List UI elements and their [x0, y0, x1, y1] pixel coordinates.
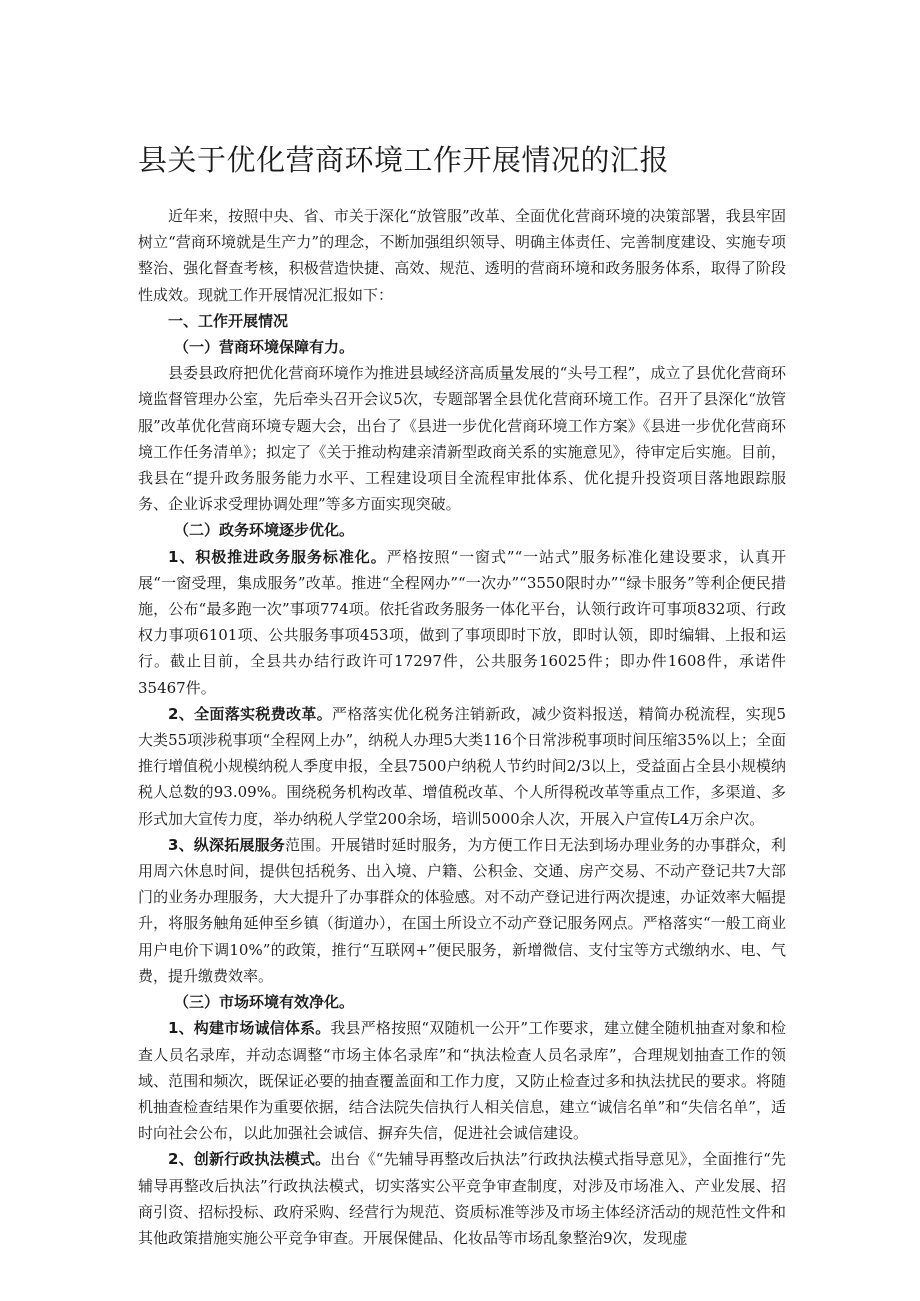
item-lead-tax-reform: 2、全面落实税费改革。 [168, 704, 333, 723]
item-text-service-expansion: 范围。开展错时延时服务，为方便工作日无法到场办理业务的办事群众，利用周六休息时间，提供包括税务、出入境、户籍、公积金、交通、房产交易、不动产登记共7大部门的业务办理服务，大大提升了办事群众的体验感。对不动产登记进行两次提速，办证效率大幅提升，将服务触角延伸至乡镇（街道办），在国土所设立不动产登记服务网点。严格落实“一般工商业用户电价下调10%”的政策，推行“互联网+”便民服务，新增微信、支付宝等方式缴纳水、电、气费，提升缴费效率。 [138, 835, 786, 985]
subsection-heading-government-environment: （二）政务环境逐步优化。 [174, 521, 355, 540]
paragraph-tax-reform [138, 701, 786, 832]
item-lead-service-expansion: 3、纵深拓展服务 [168, 835, 285, 854]
item-lead-enforcement-mode: 2、创新行政执法模式。 [168, 1150, 331, 1169]
paragraph-credit-system [138, 1015, 786, 1146]
item-text-enforcement-mode: 出台《“先辅导再整改后执法”行政执法模式指导意见》，全面推行“先辅导再整改后执法”行政执法模式，切实落实公平竞争审查制度，对涉及市场准入、产业发展、招商引资、招标投标、政府采购、经营行为规范、资质标准等涉及市场主体经济活动的规范性文件和其他政策措施实施公平竞争审查。开展保健品、化妆品等市场乱象整治9次，发现虚 [138, 1150, 786, 1247]
paragraph-standardization [138, 544, 786, 701]
item-text-standardization: 严格按照“一窗式”“一站式”服务标准化建设要求，认真开展“一窗受理，集成服务”改革。推进“全程网办”“一次办”“3550限时办”“绿卡服务”等利企便民措施，公布“最多跑一次”事项774项。依托省政务服务一体化平台，认领行政许可事项832项、行政权力事项6101项、公共服务事项453项，做到了事项即时下放，即时认领，即时编辑、上报和运行。截止目前，全县共办结行政许可17297件，公共服务16025件；即办件1608件，承诺件35467件。 [138, 547, 786, 697]
paragraph-guarantee: 县委县政府把优化营商环境作为推进县域经济高质量发展的“头号工程”，成立了县优化营商环境监督管理办公室，先后牵头召开会议5次，专题部署全县优化营商环境工作。召开了县深化“放管服”改革优化营商环境专题大会，出台了《县进一步优化营商环境工作方案》《县进一步优化营商环境工作任务清单》；拟定了《关于推动构建亲清新型政商关系的实施意见》，待审定后实施。目前，我县在“提升政务服务能力水平、工程建设项目全流程审批体系、优化提升投资项目落地跟踪服务、企业诉求受理协调处理”等多方面实现突破。 [138, 364, 786, 514]
item-text-credit-system: 我县严格按照“双随机一公开”工作要求，建立健全随机抽查对象和检查人员名录库，并动态调整“市场主体名录库”和“执法检查人员名录库”，合理规划抽查工作的领域、范围和频次，既保证必要的抽查覆盖面和工作力度，又防止检查过多和执法扰民的要求。将随机抽查检查结果作为重要依据，结合法院失信执行人相关信息，建立“诚信名单”和“失信名单”，适时向社会公布，以此加强社会诚信、摒弃失信，促进社会诚信建设。 [138, 1019, 786, 1143]
document-title: 县关于优化营商环境工作开展情况的汇报 [138, 143, 670, 177]
item-lead-standardization: 1、积极推进政务服务标准化。 [168, 547, 387, 566]
paragraph-enforcement-mode [138, 1146, 786, 1251]
subsection-heading-guarantee: （一）营商环境保障有力。 [174, 338, 355, 357]
item-lead-credit-system: 1、构建市场诚信体系。 [168, 1019, 331, 1038]
document-page [138, 140, 786, 1251]
section-heading-work-status: 一、工作开展情况 [168, 311, 289, 330]
intro-paragraph: 近年来，按照中央、省、市关于深化“放管服”改革、全面优化营商环境的决策部署，我县牢固树立“营商环境就是生产力”的理念，不断加强组织领导、明确主体责任、完善制度建设、实施专项整治、强化督查考核，积极营造快捷、高效、规范、透明的营商环境和政务服务体系，取得了阶段性成效。现就工作开展情况汇报如下： [138, 207, 786, 304]
paragraph-service-expansion [138, 832, 786, 989]
subsection-heading-market-environment: （三）市场环境有效净化。 [174, 993, 355, 1012]
item-text-tax-reform: 严格落实优化税务注销新政，减少资料报送，精简办税流程，实现5大类55项涉税事项“全程网上办”，纳税人办理5大类116个日常涉税事项时间压缩35%以上；全面推行增值税小规模纳税人季度申报，全县7500户纳税人节约时间2/3以上，受益面占全县小规模纳税人总数的93.09%。围绕税务机构改革、增值税改革、个人所得税改革等重点工作，多渠道、多形式加大宣传力度，举办纳税人学堂200余场，培训5000余人次，开展入户宣传L4万余户次。 [138, 704, 786, 828]
